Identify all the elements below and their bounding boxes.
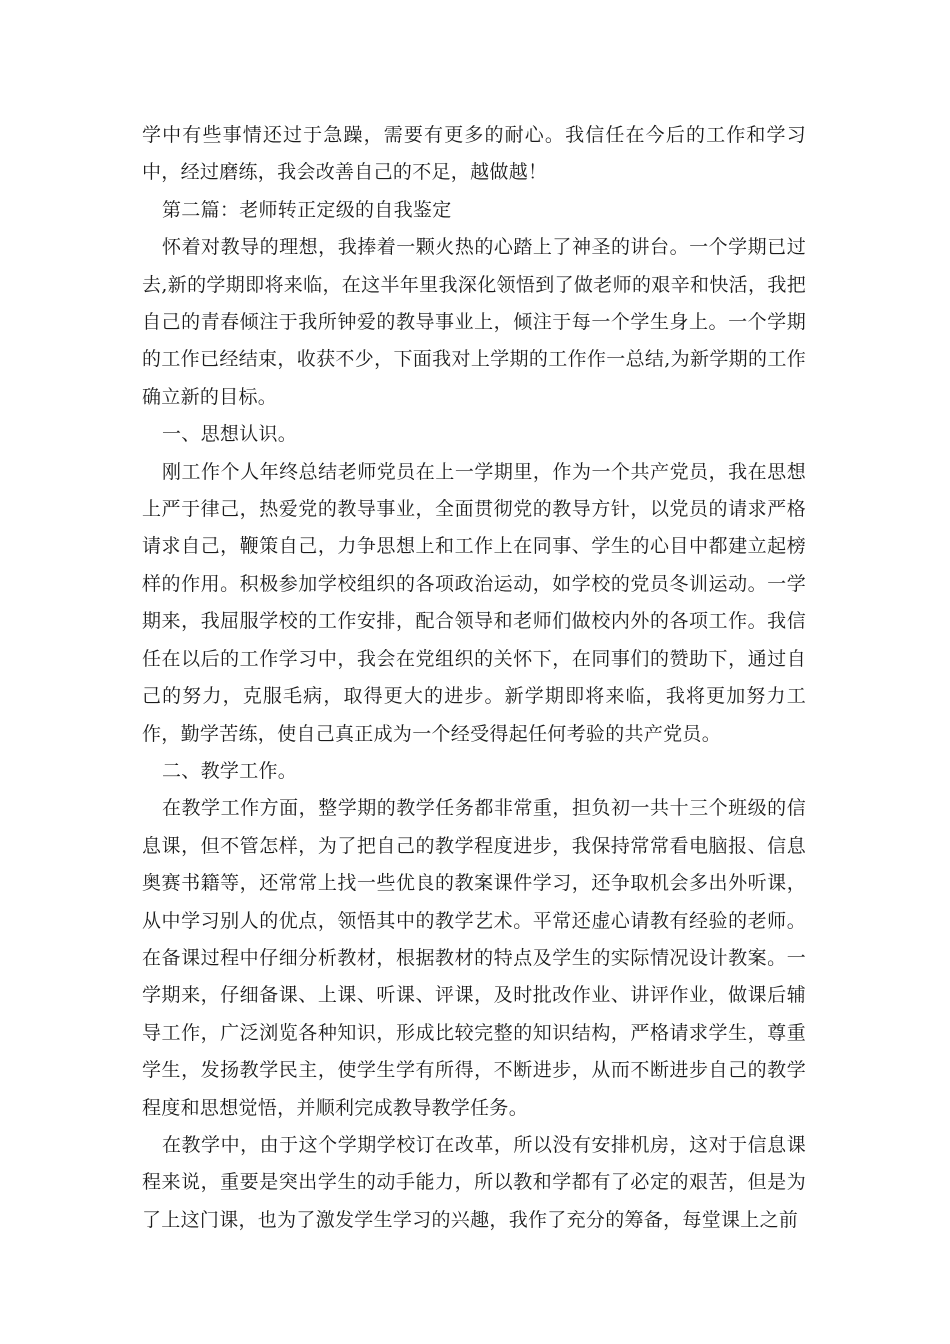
section-heading-ideology: 一、思想认识。 xyxy=(162,423,298,446)
paragraph-teaching-lab: 在教学中，由于这个学期学校订在改革，所以没有安排机房，这对于信息课程来说，重要是突出学生的动手能力，所以教和学都有了必定的艰苦，但是为了上这门课，也为了激发学生学习的兴趣，我作了充分的筹备，每堂课上之前 xyxy=(142,1133,806,1231)
section-heading-teaching: 二、教学工作。 xyxy=(162,759,298,782)
document-page xyxy=(142,117,806,1239)
paragraph-teaching: 在教学工作方面，整学期的教学任务都非常重，担负初一共十三个班级的信息课，但不管怎样，为了把自己的教学程度进步，我保持常常看电脑报、信息奥赛书籍等，还常常上找一些优良的教案课件学习，还争取机会多出外听课，从中学习别人的优点，领悟其中的教学艺术。平常还虚心请教有经验的老师。在备课过程中仔细分析教材，根据教材的特点及学生的实际情况设计教案。一学期来，仔细备课、上课、听课、评课，及时批改作业、讲评作业，做课后辅导工作，广泛浏览各种知识，形成比较完整的知识结构，严格请求学生，尊重学生，发扬教学民主，使学生学有所得，不断进步，从而不断进步自己的教学程度和思想觉悟，并顺利完成教导教学任务。 xyxy=(142,797,806,1119)
paragraph-continued: 学中有些事情还过于急躁，需要有更多的耐心。我信任在今后的工作和学习中，经过磨练，我会改善自己的不足，越做越！ xyxy=(142,124,806,184)
paragraph-intro: 怀着对教导的理想，我捧着一颗火热的心踏上了神圣的讲台。一个学期已过去,新的学期即将来临，在这半年里我深化领悟到了做老师的艰辛和快活，我把自己的青春倾注于我所钟爱的教导事业上，倾注于每一个学生身上。一个学期的工作已经结束，收获不少，下面我对上学期的工作作一总结,为新学期的工作确立新的目标。 xyxy=(142,236,806,408)
section-title-second-article: 第二篇：老师转正定级的自我鉴定 xyxy=(162,198,452,221)
paragraph-ideology: 刚工作个人年终总结老师党员在上一学期里，作为一个共产党员，我在思想上严于律己，热爱党的教导事业，全面贯彻党的教导方针，以党员的请求严格请求自己，鞭策自己，力争思想上和工作上在同事、学生的心目中都建立起榜样的作用。积极参加学校组织的各项政治运动，如学校的党员冬训运动。一学期来，我屈服学校的工作安排，配合领导和老师们做校内外的各项工作。我信任在以后的工作学习中，我会在党组织的关怀下，在同事们的赞助下，通过自己的努力，克服毛病，取得更大的进步。新学期即将来临，我将更加努力工作，勤学苦练，使自己真正成为一个经受得起任何考验的共产党员。 xyxy=(142,460,806,745)
